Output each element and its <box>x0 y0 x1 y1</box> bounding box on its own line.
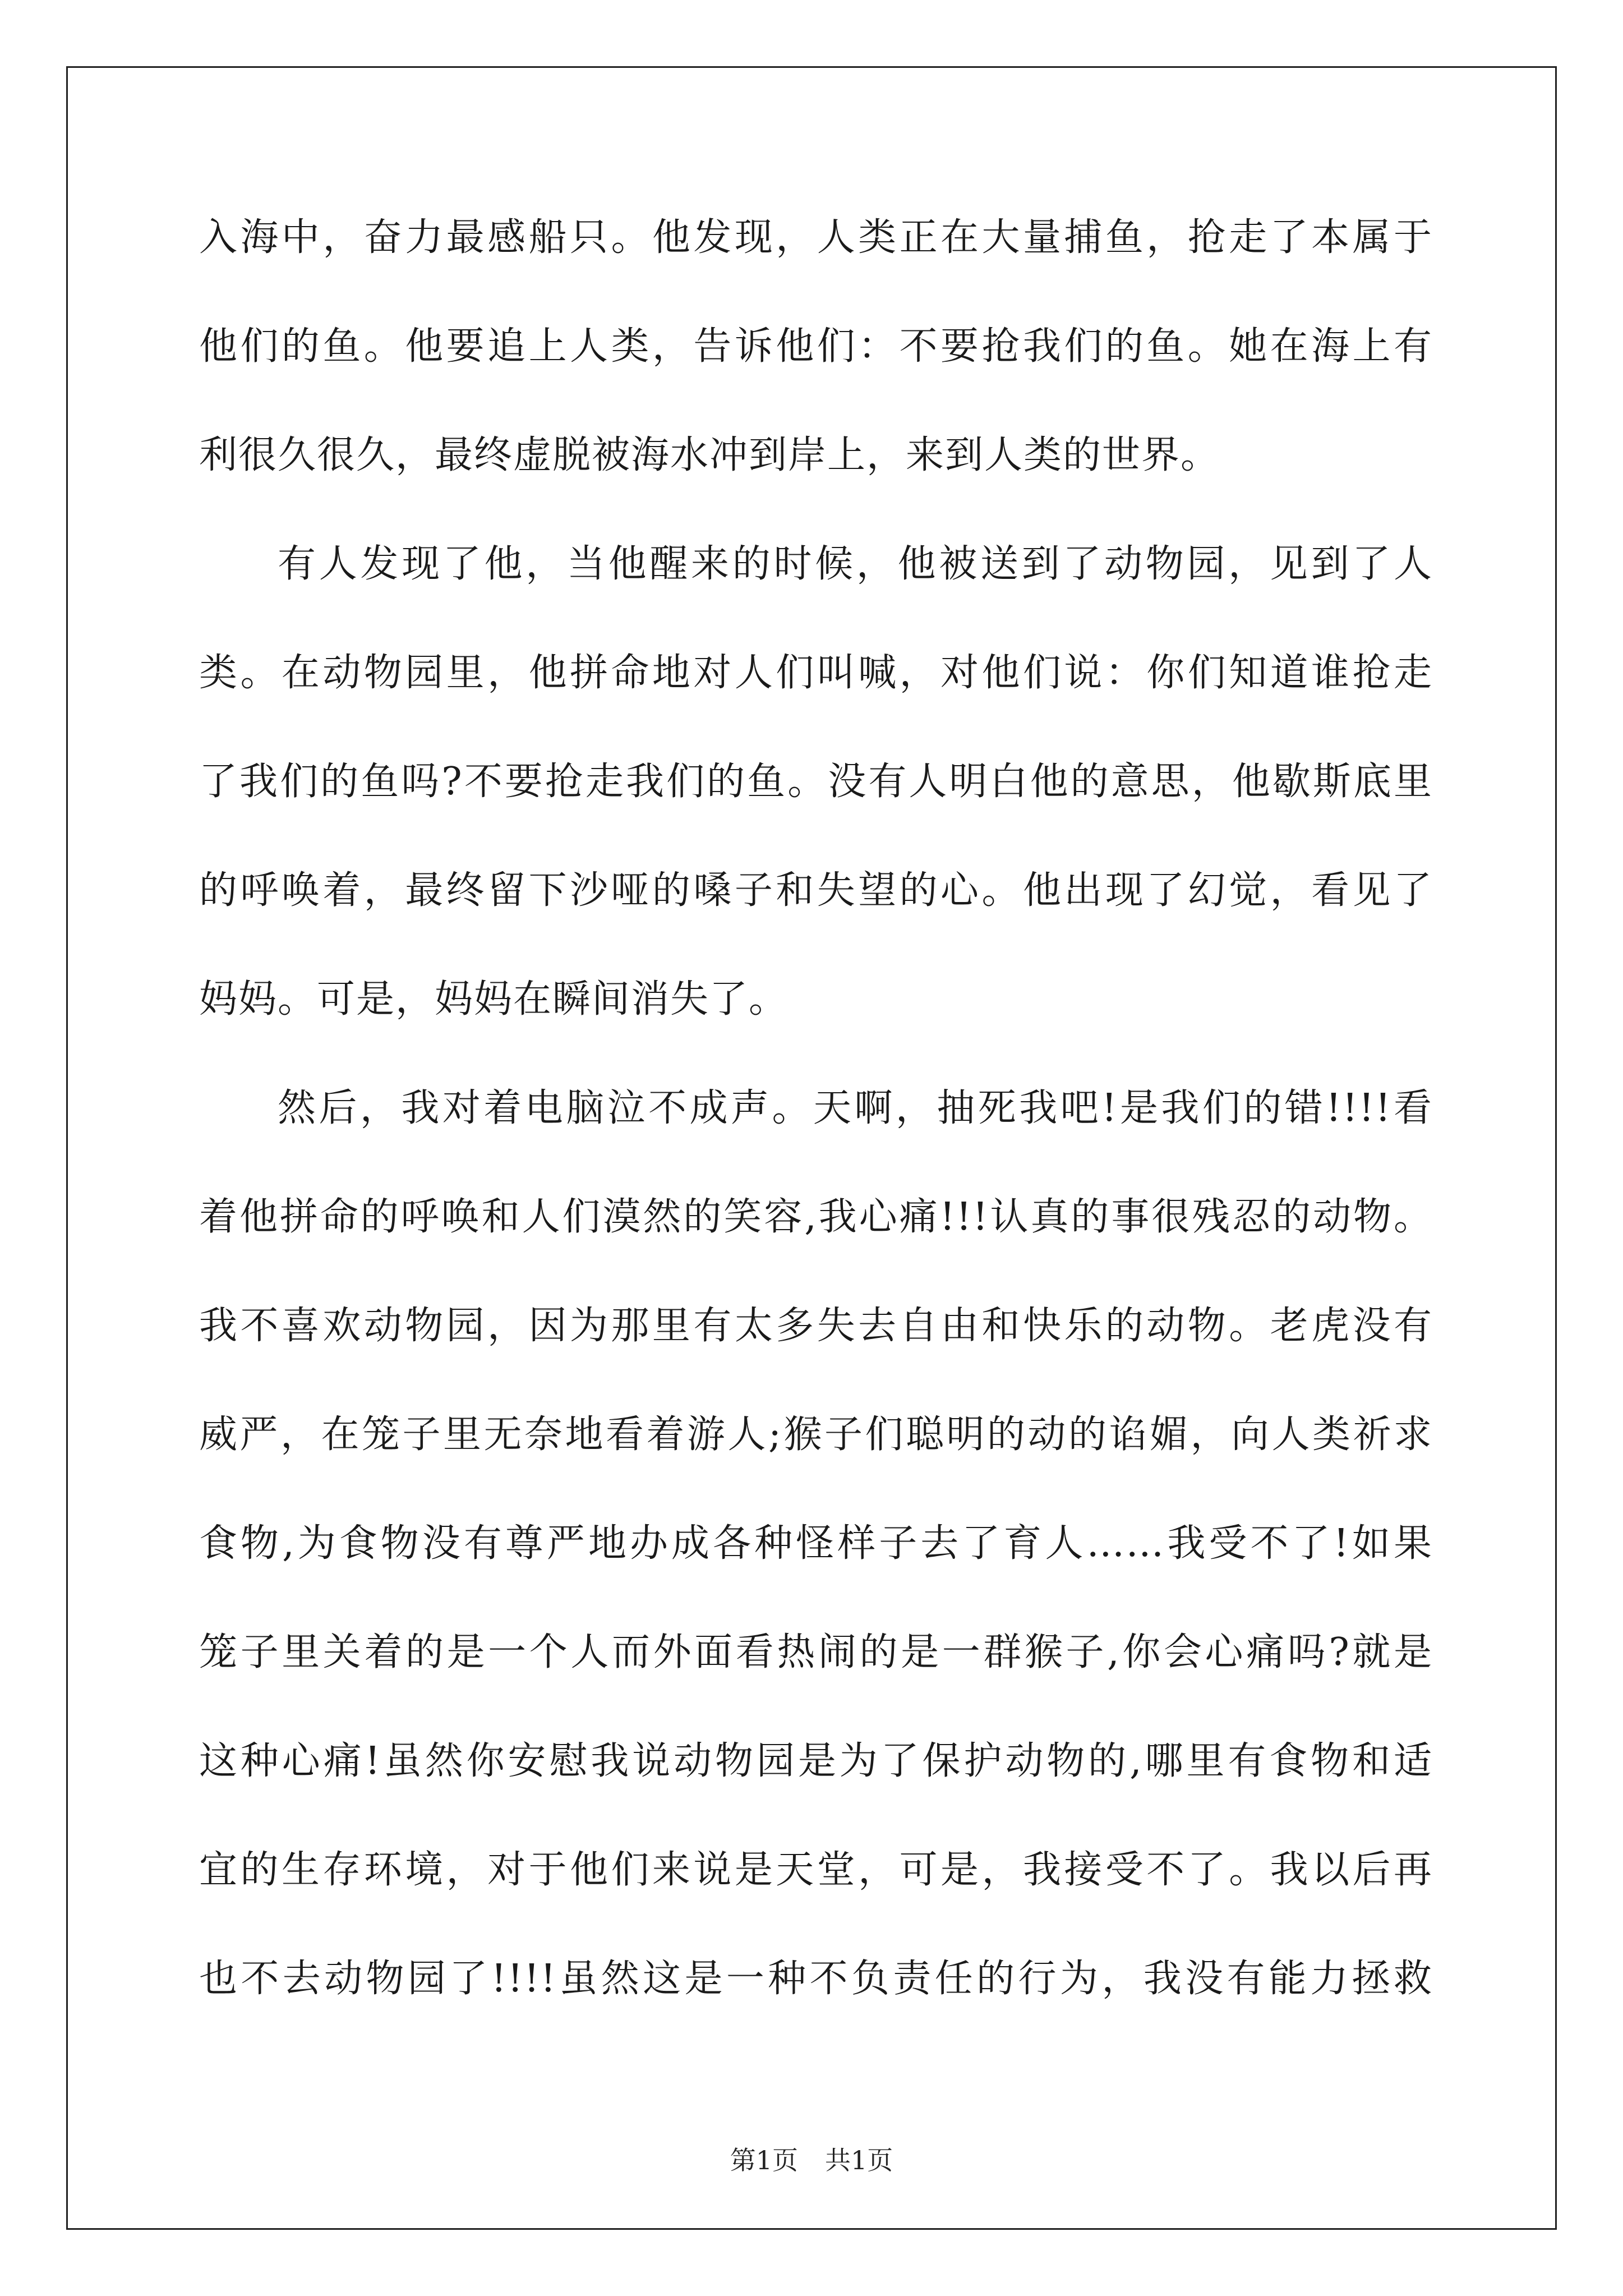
text-line: 利很久很久，最终虚脱被海水冲到岸上，来到人类的世界。 <box>199 433 1220 477</box>
text-line: 着他拼命的呼唤和人们漠然的笑容,我心痛!!!认真的事很残忍的动物。 <box>199 1195 1433 1239</box>
text-line: 宜的生存环境，对于他们来说是天堂，可是，我接受不了。我以后再 <box>199 1848 1433 1892</box>
text-line: 他们的鱼。他要追上人类，告诉他们：不要抢我们的鱼。她在海上有 <box>199 324 1433 369</box>
page-footer <box>0 2146 1623 2175</box>
text-line: 威严，在笼子里无奈地看着游人;猴子们聪明的动的谄媚，向人类祈求 <box>199 1412 1433 1457</box>
text-line: 笼子里关着的是一个人而外面看热闹的是一群猴子,你会心痛吗?就是 <box>199 1630 1433 1674</box>
page-number-current: 第1页 <box>730 2145 798 2175</box>
text-line: 食物,为食物没有尊严地办成各种怪样子去了育人……我受不了!如果 <box>199 1521 1433 1566</box>
text-line: 有人发现了他，当他醒来的时候，他被送到了动物园，见到了人 <box>278 542 1433 586</box>
text-line: 了我们的鱼吗?不要抢走我们的鱼。没有人明白他的意思，他歇斯底里 <box>199 760 1433 804</box>
text-line: 这种心痛!虽然你安慰我说动物园是为了保护动物的,哪里有食物和适 <box>199 1739 1433 1783</box>
text-line: 然后，我对着电脑泣不成声。天啊，抽死我吧!是我们的错!!!!看 <box>278 1086 1433 1130</box>
text-line: 入海中，奋力最感船只。他发现，人类正在大量捕鱼，抢走了本属于 <box>199 215 1433 260</box>
text-line: 我不喜欢动物园，因为那里有太多失去自由和快乐的动物。老虎没有 <box>199 1304 1433 1348</box>
text-line: 类。在动物园里，他拼命地对人们叫喊，对他们说：你们知道谁抢走 <box>199 651 1433 695</box>
text-line: 的呼唤着，最终留下沙哑的嗓子和失望的心。他出现了幻觉，看见了 <box>199 868 1433 913</box>
text-line: 妈妈。可是，妈妈在瞬间消失了。 <box>199 977 789 1022</box>
text-line: 也不去动物园了!!!!虽然这是一种不负责任的行为，我没有能力拯救 <box>199 1957 1433 2001</box>
page-number-total: 共1页 <box>825 2145 893 2175</box>
document-body <box>199 216 1433 2066</box>
